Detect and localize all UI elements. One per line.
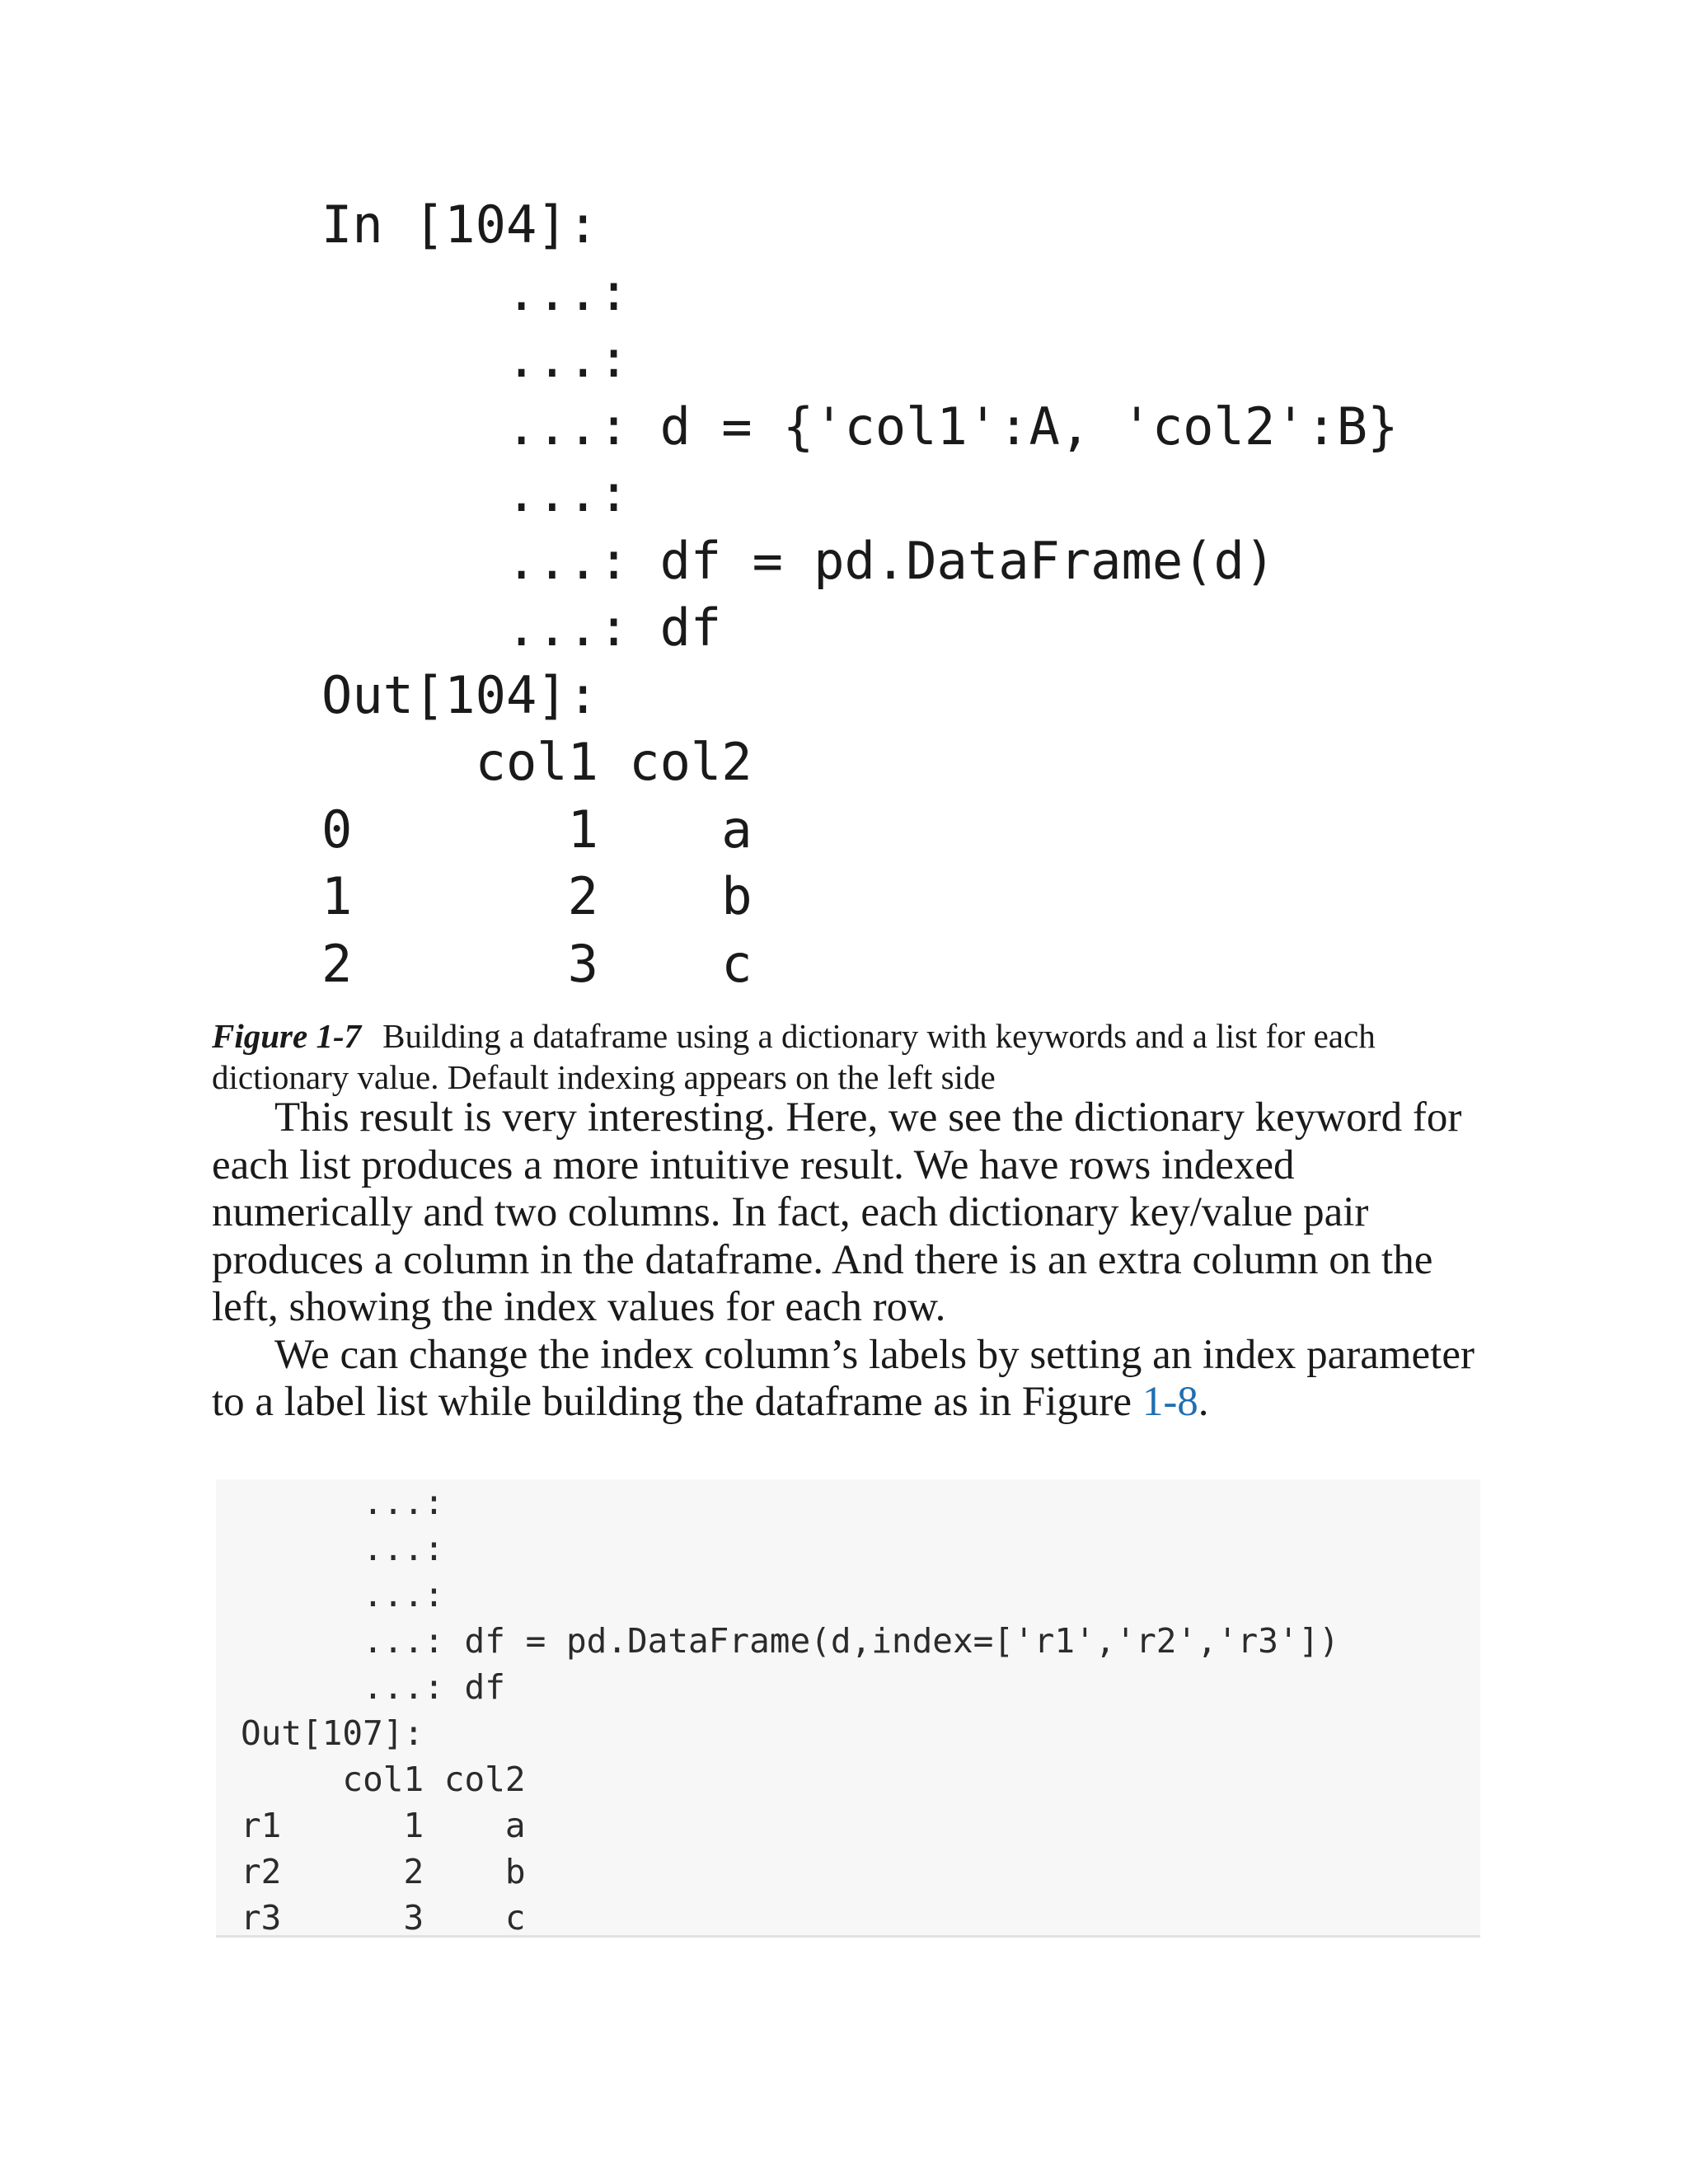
paragraph-1: This result is very interesting. Here, we see the dictionary keyword for each list produces a more intuitive result. We have rows indexed numerically and two columns. In fact, each dictionary key/value pair produces a column in the dataframe. And there is an extra column on the left, showing the index values for each row. (212, 1094, 1462, 1330)
figure-label: Figure 1-7 (212, 1017, 362, 1055)
code-screenshot-figure-1-8 (216, 1479, 1480, 1938)
body-text (212, 1094, 1498, 1427)
paragraph-2: We can change the index column’s labels by setting an index parameter to a label list while building the dataframe as in Figure 1-8. (212, 1331, 1475, 1425)
figure-caption (212, 1015, 1498, 1098)
code-block: ...: ...: ...: ...: df = pd.DataFrame(d,index=['r1','r2','r3']) ...: df Out[107]: col1 col2 r1 1 a r2 2 b r3 3 c (241, 1483, 1339, 1938)
figure-caption-text: Building a dataframe using a dictionary with keywords and a list for each dictionary value. Default indexing appears on the left side (212, 1017, 1376, 1096)
figure-reference-link[interactable]: 1-8 (1142, 1379, 1198, 1425)
code-figure-1-7: In [104]: ...: ...: ...: d = {'col1':A, 'col2':B} ...: ...: df = pd.DataFrame(d) ...: df Out[104]: col1 col2 0 1 a 1 2 b 2 3 c (321, 194, 1399, 994)
